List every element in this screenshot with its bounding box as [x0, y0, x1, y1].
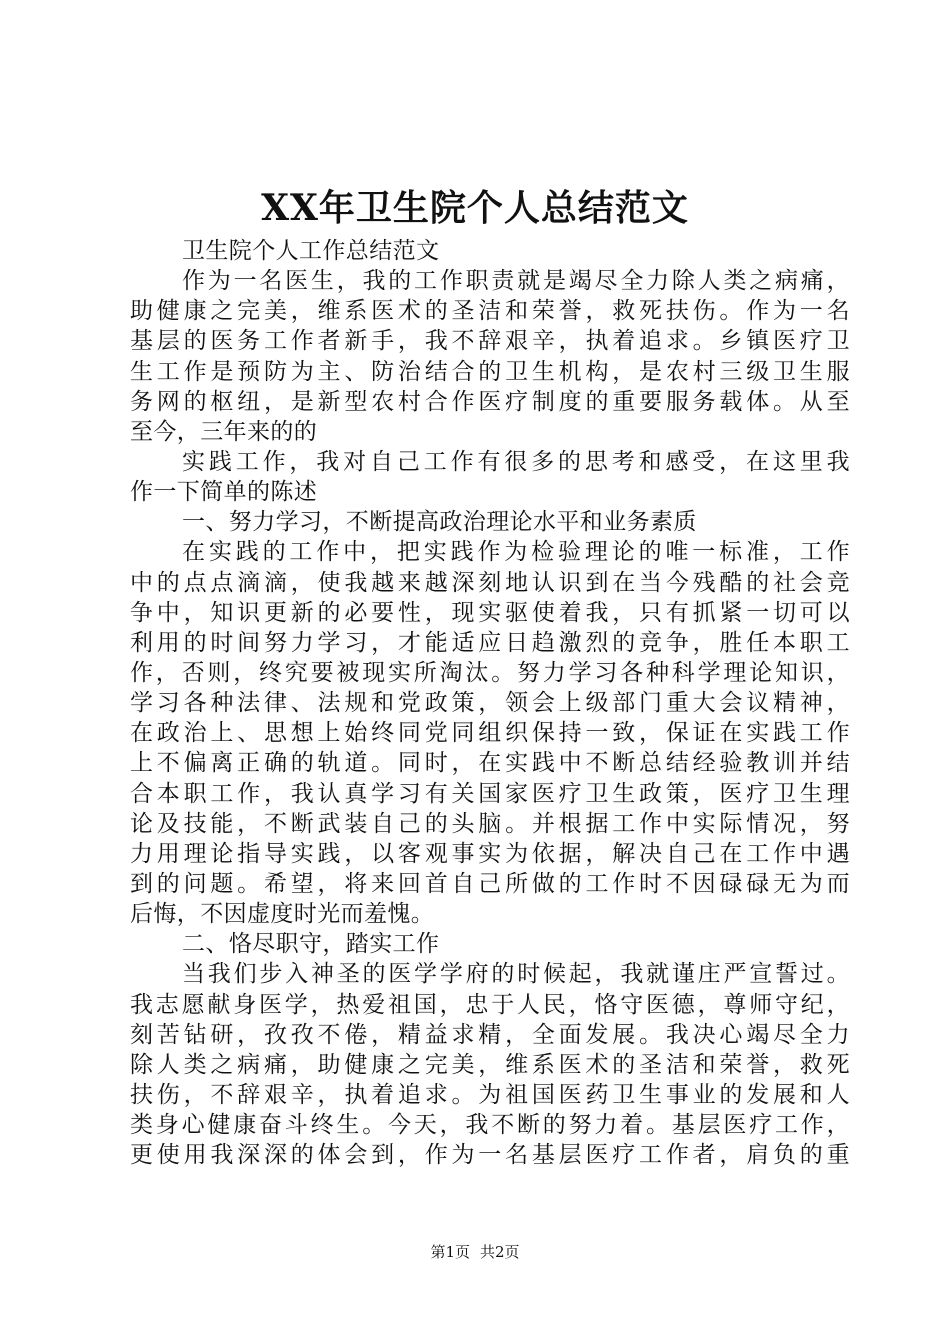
body-line: 争中，知识更新的必要性，现实驱使着我，只有抓紧一切可以 — [130, 599, 850, 626]
body-line: 在实践的工作中，把实践作为检验理论的唯一标准，工作 — [182, 539, 850, 566]
body-line: 在政治上、思想上始终同党同组织保持一致，保证在实践工作 — [130, 720, 850, 747]
body-line: 助健康之完美，维系医术的圣洁和荣誉，救死扶伤。作为一名 — [130, 298, 850, 325]
body-line: 更使用我深深的体会到，作为一名基层医疗工作者，肩负的重 — [130, 1142, 850, 1169]
body-line: 作，否则，终究要被现实所淘汰。努力学习各种科学理论知识， — [130, 659, 850, 686]
body-line: 至今，三年来的的 — [130, 418, 318, 445]
body-line: 刻苦钻研，孜孜不倦，精益求精，全面发展。我决心竭尽全力 — [130, 1021, 850, 1048]
body-line: 作为一名医生，我的工作职责就是竭尽全力除人类之病痛， — [182, 268, 850, 295]
body-line: 生工作是预防为主、防治结合的卫生机构，是农村三级卫生服 — [130, 358, 850, 385]
body-line: 卫生院个人工作总结范文 — [182, 238, 440, 264]
document-title: XX年卫生院个人总结范文 — [261, 187, 689, 229]
body-line: 上不偏离正确的轨道。同时，在实践中不断总结经验教训并结 — [130, 750, 850, 777]
page-count: 共2页 — [480, 1243, 520, 1261]
body-line: 后悔，不因虚度时光而羞愧。 — [130, 901, 435, 928]
body-line: 作一下简单的陈述 — [130, 479, 318, 506]
body-line: 合本职工作，我认真学习有关国家医疗卫生政策，医疗卫生理 — [130, 780, 850, 807]
body-line: 务网的枢纽，是新型农村合作医疗制度的重要服务载体。从至 — [130, 388, 850, 415]
body-line: 力用理论指导实践，以客观事实为依据，解决自己在工作中遇 — [130, 840, 850, 867]
body-line: 基层的医务工作者新手，我不辞艰辛，执着追求。乡镇医疗卫 — [130, 328, 850, 355]
document-body — [130, 236, 850, 1170]
page-number: 第1页 — [430, 1243, 470, 1261]
body-line: 利用的时间努力学习，才能适应日趋激烈的竞争，胜任本职工 — [130, 629, 850, 656]
body-line: 除人类之病痛，助健康之完美，维系医术的圣洁和荣誉，救死 — [130, 1051, 850, 1078]
body-line: 我志愿献身医学，热爱祖国，忠于人民，恪守医德，尊师守纪， — [130, 991, 850, 1018]
body-line: 类身心健康奋斗终生。今天，我不断的努力着。基层医疗工作， — [130, 1112, 850, 1139]
body-line: 实践工作，我对自己工作有很多的思考和感受，在这里我 — [182, 448, 850, 475]
body-line: 论及技能，不断武装自己的头脑。并根据工作中实际情况，努 — [130, 810, 850, 837]
body-line: 一、努力学习，不断提高政治理论水平和业务素质 — [182, 509, 697, 536]
body-line: 扶伤，不辞艰辛，执着追求。为祖国医药卫生事业的发展和人 — [130, 1081, 850, 1108]
body-line: 到的问题。希望，将来回首自己所做的工作时不因碌碌无为而 — [130, 870, 850, 897]
body-line: 学习各种法律、法规和党政策，领会上级部门重大会议精神， — [130, 690, 850, 717]
body-line: 二、恪尽职守，踏实工作 — [182, 931, 440, 958]
body-line: 中的点点滴滴，使我越来越深刻地认识到在当今残酷的社会竞 — [130, 569, 850, 596]
body-line: 当我们步入神圣的医学学府的时候起，我就谨庄严宣誓过。 — [182, 961, 850, 988]
page-footer — [0, 1241, 950, 1263]
